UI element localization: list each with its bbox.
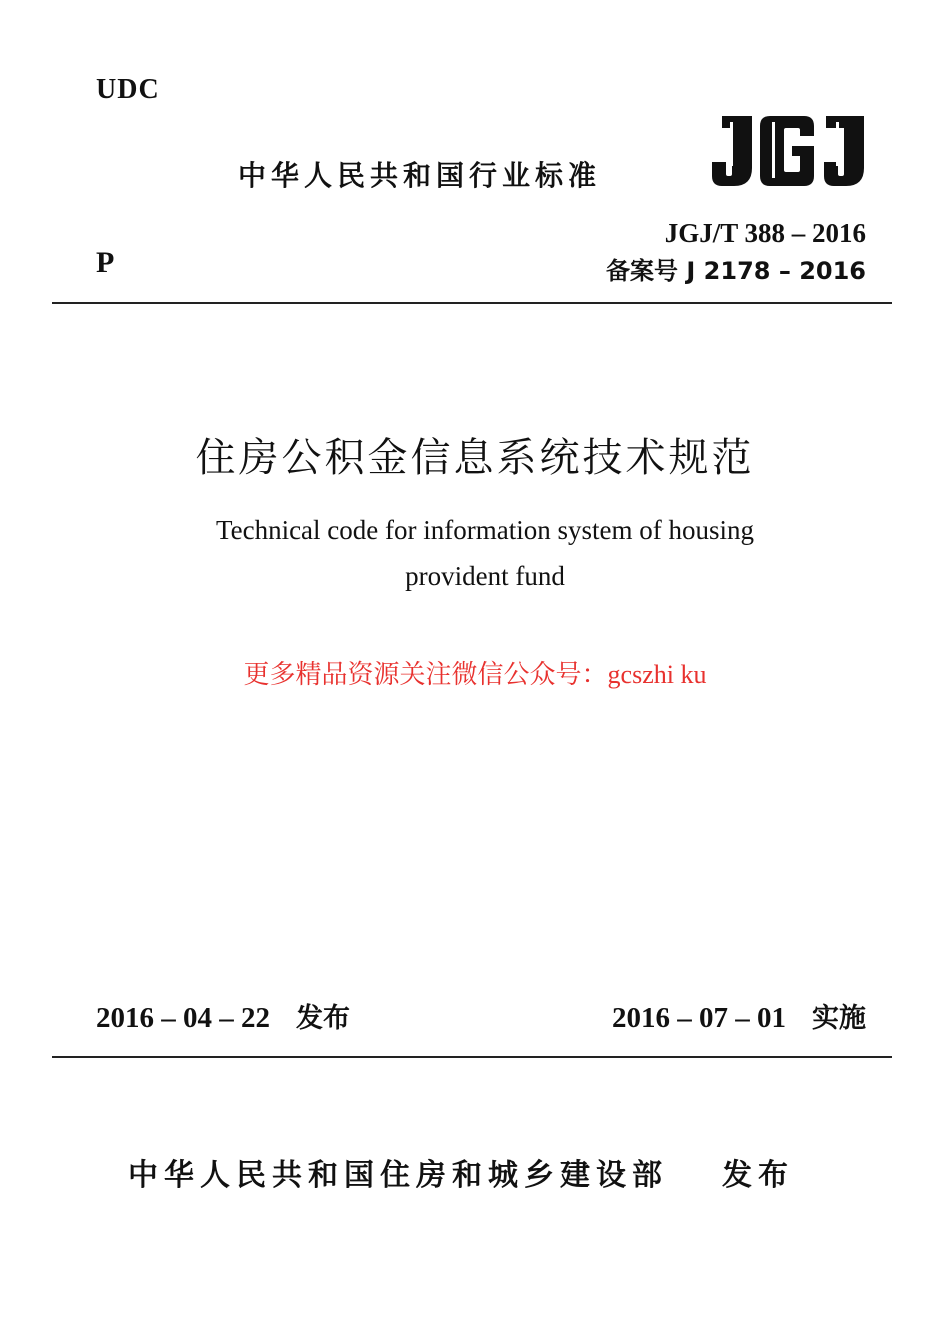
publisher-name: 中华人民共和国住房和城乡建设部 [128,1158,668,1193]
publish-label: 发布 [722,1158,794,1193]
implement-date: 2016 – 07 – 01 [612,1002,786,1034]
standard-numbers [606,214,866,290]
classification-code: P [96,246,115,279]
implement-date-block [612,996,866,1035]
issue-date: 2016 – 04 – 22 [96,1002,270,1034]
record-number: 备案号 J 2178 – 2016 [606,257,866,285]
publisher-block [128,1150,794,1194]
issue-date-block [96,996,350,1035]
jgj-logo [708,112,868,190]
bottom-divider [52,1056,892,1058]
implement-label: 实施 [812,1003,866,1034]
title-english-line2: provident fund [405,561,565,591]
jgj-logo-icon [708,112,868,190]
top-divider [52,302,892,304]
title-english-line1: Technical code for information system of housing [216,515,754,545]
promo-watermark-text: 更多精品资源关注微信公众号：gcszhi ku [243,660,707,689]
udc-label: UDC [96,74,160,105]
issue-label: 发布 [296,1003,350,1034]
title-english [160,507,810,599]
standard-series-title: 中华人民共和国行业标准 [238,159,602,192]
standard-number: JGJ/T 388 – 2016 [664,218,866,248]
title-chinese: 住房公积金信息系统技术规范 [195,435,755,481]
